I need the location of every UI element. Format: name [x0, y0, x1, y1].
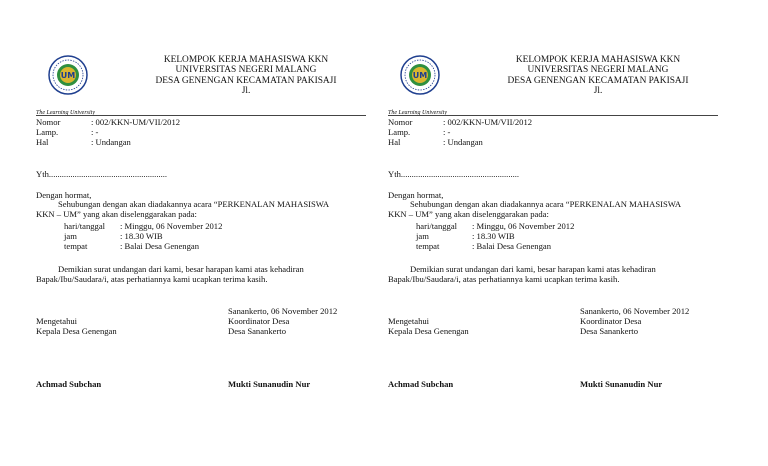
lamp-value: : - — [443, 127, 451, 137]
acknowledge-label: Mengetahui — [388, 316, 430, 326]
nomor-label: Nomor — [36, 117, 61, 127]
place-date: Sanankerto, 06 November 2012 — [228, 306, 338, 316]
body-line-2: KKN – UM” yang akan diselenggarakan pada: — [36, 209, 197, 219]
day-value: : Minggu, 06 November 2012 — [472, 221, 575, 231]
closing-line-2: Bapak/Ibu/Saudara/i, atas perhatiannya kami ucapkan terima kasih. — [36, 274, 268, 284]
letterhead-line-3: DESA GENENGAN KECAMATAN PAKISAJI — [507, 75, 689, 86]
university-logo-icon — [48, 55, 88, 95]
letterhead-line-4: Jl. — [241, 86, 251, 97]
village-head-title: Kepala Desa Genengan — [388, 326, 469, 336]
lamp-value: : - — [91, 127, 99, 137]
letterhead-line-2: UNIVERSITAS NEGERI MALANG — [175, 65, 317, 76]
day-label: hari/tanggal — [64, 221, 106, 231]
time-label: jam — [64, 231, 77, 241]
header-divider — [388, 115, 718, 116]
signer-left-name: Achmad Subchan — [36, 379, 102, 389]
time-value: : 18.30 WIB — [120, 231, 163, 241]
coordinator-village: Desa Sanankerto — [580, 326, 638, 336]
letterhead-line-4: Jl. — [593, 86, 603, 97]
coordinator-block — [228, 306, 337, 336]
closing-paragraph — [36, 264, 366, 284]
village-head-title: Kepala Desa Genengan — [36, 326, 117, 336]
closing-line-1: Demikian surat undangan dari kami, besar harapan kami atas kehadiran — [58, 264, 304, 274]
lamp-label: Lamp. — [388, 127, 411, 137]
body-paragraph — [36, 199, 366, 219]
invitation-letter-right — [388, 0, 748, 466]
place-label: tempat — [416, 241, 440, 251]
recipient-line: Yth....................................................... — [36, 169, 168, 179]
tagline: The Learning University — [388, 110, 447, 116]
day-value: : Minggu, 06 November 2012 — [120, 221, 223, 231]
place-value: : Balai Desa Genengan — [472, 241, 551, 251]
university-logo-icon — [400, 55, 440, 95]
greeting: Dengan hormat, — [36, 190, 92, 200]
hal-value: : Undangan — [91, 137, 131, 147]
signer-right-name: Mukti Sunanudin Nur — [228, 379, 311, 389]
place-label: tempat — [64, 241, 88, 251]
coordinator-title: Koordinator Desa — [580, 316, 642, 326]
logo-text: UM — [60, 71, 76, 80]
recipient-line: Yth....................................................... — [388, 169, 520, 179]
body-line-1: Sehubungan dengan akan diadakannya acara “PERKENALAN MAHASISWA — [58, 199, 330, 209]
tagline: The Learning University — [36, 110, 95, 116]
greeting: Dengan hormat, — [388, 190, 444, 200]
place-value: : Balai Desa Genengan — [120, 241, 199, 251]
body-line-2: KKN – UM” yang akan diselenggarakan pada: — [388, 209, 549, 219]
day-label: hari/tanggal — [416, 221, 458, 231]
lamp-label: Lamp. — [36, 127, 59, 137]
body-line-1: Sehubungan dengan akan diadakannya acara “PERKENALAN MAHASISWA — [410, 199, 682, 209]
letterhead — [96, 55, 396, 97]
signer-right-name: Mukti Sunanudin Nur — [580, 379, 663, 389]
letterhead-line-3: DESA GENENGAN KECAMATAN PAKISAJI — [155, 75, 337, 86]
letterhead-line-1: KELOMPOK KERJA MAHASISWA KKN — [163, 55, 329, 65]
invitation-letter-left — [36, 0, 396, 466]
place-date: Sanankerto, 06 November 2012 — [580, 306, 690, 316]
acknowledge-label: Mengetahui — [36, 316, 78, 326]
signer-left-name: Achmad Subchan — [388, 379, 454, 389]
hal-label: Hal — [36, 137, 49, 147]
letterhead-line-2: UNIVERSITAS NEGERI MALANG — [527, 65, 669, 76]
closing-line-2: Bapak/Ibu/Saudara/i, atas perhatiannya kami ucapkan terima kasih. — [388, 274, 620, 284]
coordinator-block — [580, 306, 689, 336]
closing-line-1: Demikian surat undangan dari kami, besar harapan kami atas kehadiran — [410, 264, 656, 274]
nomor-label: Nomor — [388, 117, 413, 127]
letterhead-line-1: KELOMPOK KERJA MAHASISWA KKN — [515, 55, 681, 65]
body-paragraph — [388, 199, 718, 219]
coordinator-title: Koordinator Desa — [228, 316, 290, 326]
hal-value: : Undangan — [443, 137, 483, 147]
letterhead — [448, 55, 748, 97]
coordinator-village: Desa Sanankerto — [228, 326, 286, 336]
nomor-value: : 002/KKN-UM/VII/2012 — [443, 117, 533, 127]
acknowledge-block — [388, 316, 469, 336]
logo-text: UM — [412, 71, 428, 80]
hal-label: Hal — [388, 137, 401, 147]
nomor-value: : 002/KKN-UM/VII/2012 — [91, 117, 181, 127]
acknowledge-block — [36, 316, 117, 336]
time-label: jam — [416, 231, 429, 241]
time-value: : 18.30 WIB — [472, 231, 515, 241]
header-divider — [36, 115, 366, 116]
closing-paragraph — [388, 264, 718, 284]
